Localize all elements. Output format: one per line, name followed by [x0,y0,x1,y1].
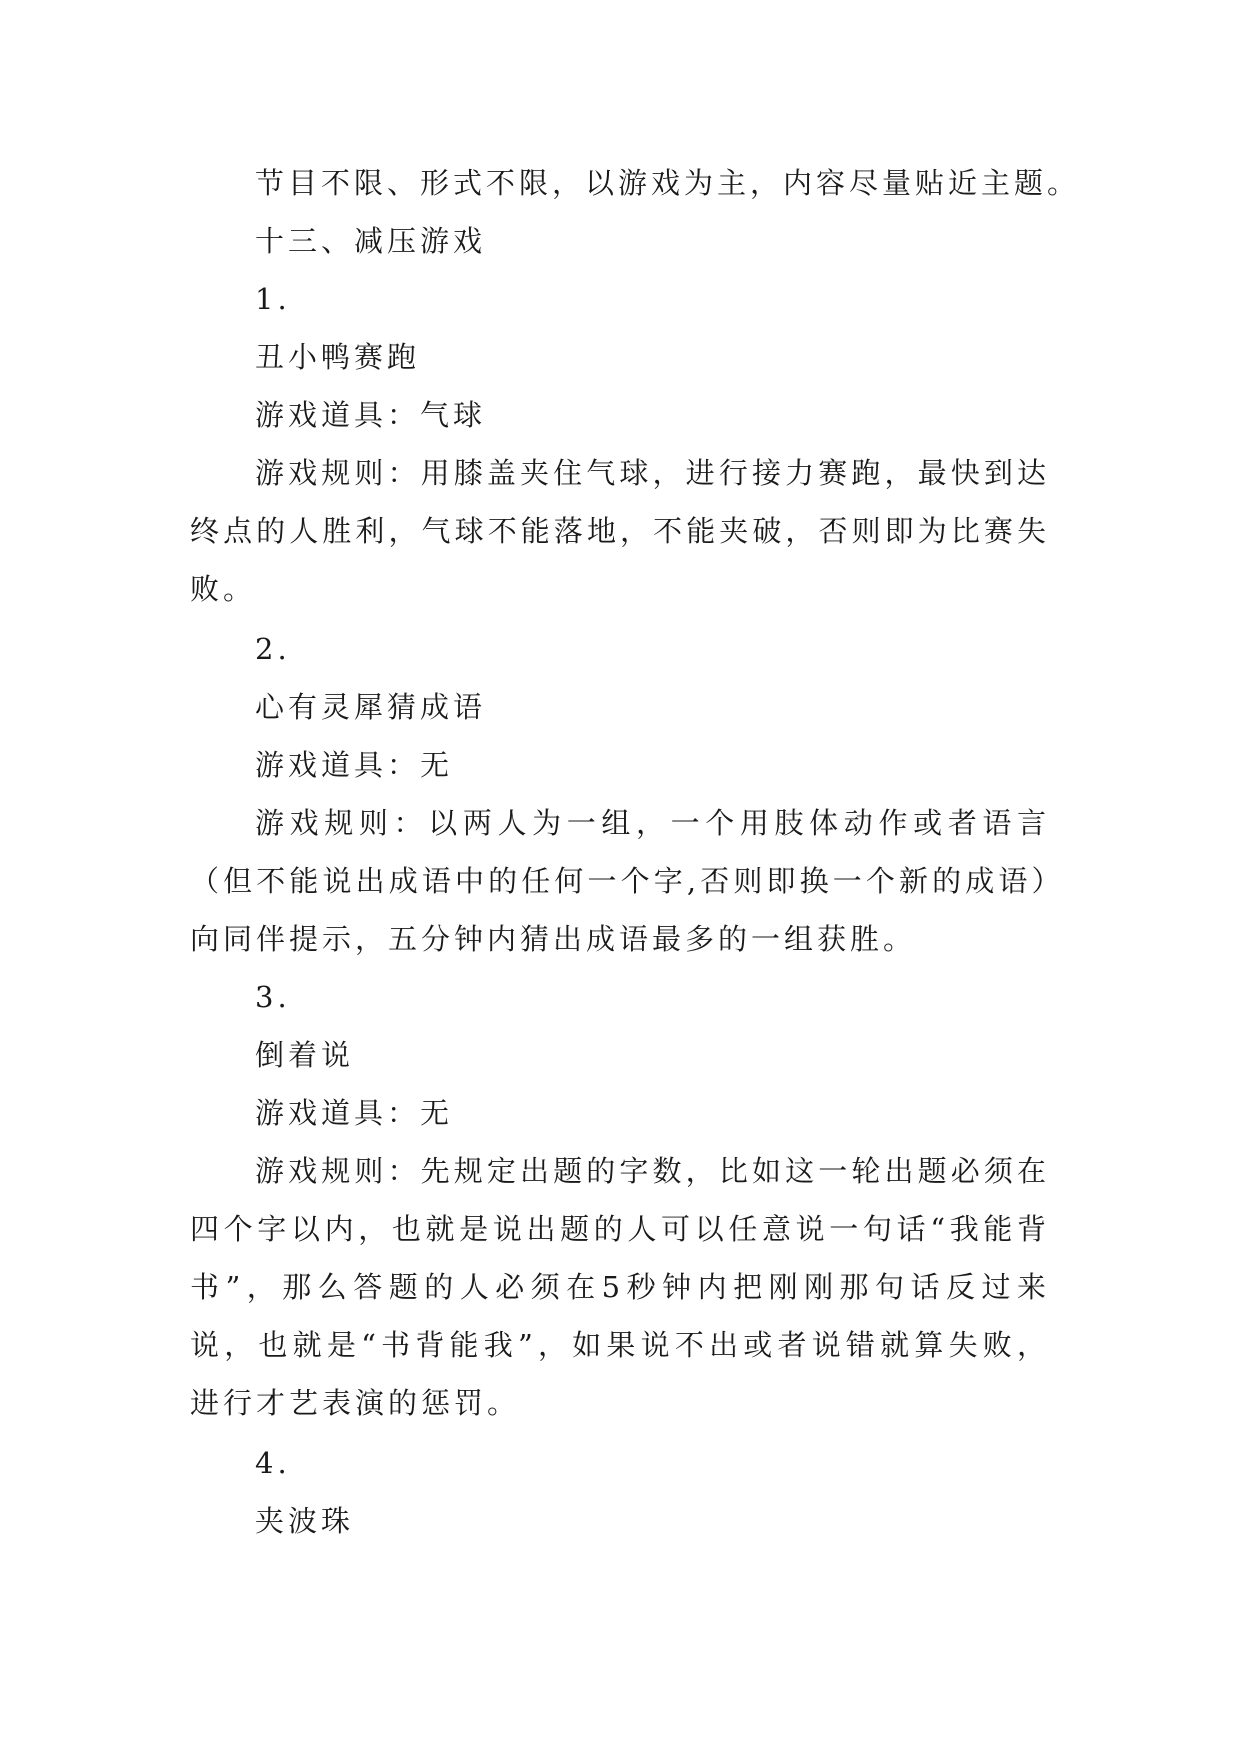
game-rules: 游戏规则：先规定出题的字数，比如这一轮出题必须在四个字以内，也就是说出题的人可以任意说一句话“我能背书”，那么答题的人必须在5秒钟内把刚刚那句话反过来说，也就是“书背能我”，如果说不出或者说错就算失败，进行才艺表演的惩罚。 [190,1154,1050,1420]
game-name: 倒着说 [255,1038,355,1072]
game-number: 2. [255,632,291,666]
intro-paragraph: 节目不限、形式不限，以游戏为主，内容尽量贴近主题。 [255,166,1081,200]
game-props: 游戏道具：气球 [255,398,487,432]
game-props: 游戏道具：无 [255,1096,454,1130]
game-props: 游戏道具：无 [255,748,454,782]
game-name: 心有灵犀猜成语 [255,690,487,724]
game-number: 1. [255,282,291,316]
game-number: 4. [255,1446,291,1480]
section-heading: 十三、减压游戏 [255,224,487,258]
game-rules: 游戏规则：以两人为一组，一个用肢体动作或者语言（但不能说出成语中的任何一个字,否则即换一个新的成语）向同伴提示，五分钟内猜出成语最多的一组获胜。 [190,806,1050,956]
game-name: 夹波珠 [255,1504,355,1538]
game-name: 丑小鸭赛跑 [255,340,421,374]
game-rules: 游戏规则：用膝盖夹住气球，进行接力赛跑，最快到达终点的人胜利，气球不能落地，不能夹破，否则即为比赛失败。 [190,456,1050,606]
document-body [190,154,1081,1550]
game-number: 3. [255,980,291,1014]
